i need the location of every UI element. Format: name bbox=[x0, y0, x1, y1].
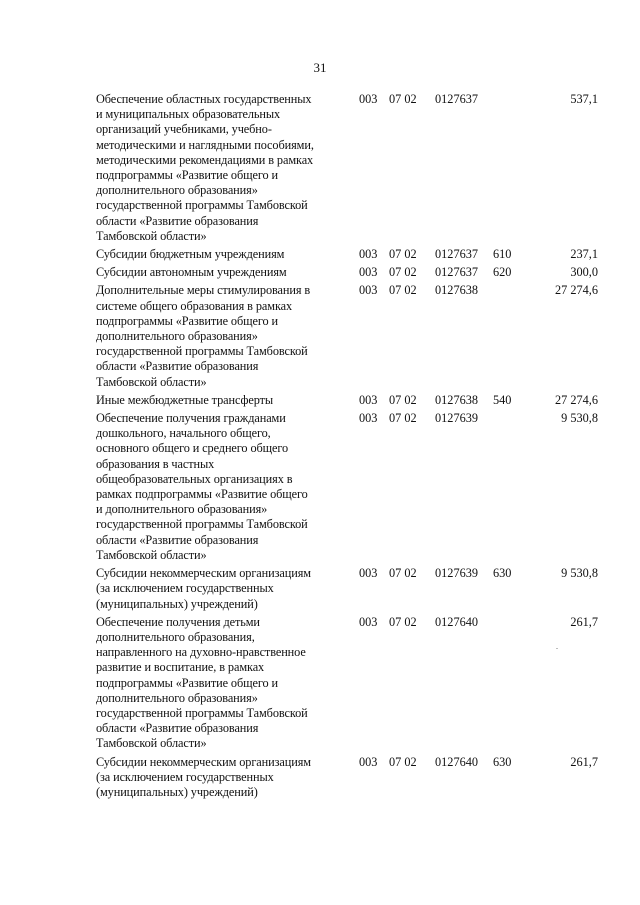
table-row bbox=[96, 92, 606, 244]
row-section-code: 07 02 bbox=[389, 566, 417, 581]
row-ministry-code: 003 bbox=[359, 614, 378, 629]
row-ministry-code: 003 bbox=[359, 92, 378, 106]
row-section-code: 07 02 bbox=[389, 614, 417, 629]
table-row bbox=[96, 247, 606, 262]
row-description: Обеспечение областных государственных и муниципальных образовательных организаций учебниками, учебно- методическими и наглядными пособиями, методическими рекомендациями в рамках подпрограммы «Развитие общего и дополнительного образования» государственной программы Тамбовской области «Развитие образования Тамбовской области» bbox=[96, 92, 314, 243]
table-row bbox=[96, 566, 606, 612]
row-section-code: 07 02 bbox=[389, 411, 417, 426]
row-description: Субсидии некоммерческим организациям (за исключением государственных (муниципальных) учреждений) bbox=[96, 754, 311, 799]
row-ministry-code: 003 bbox=[359, 247, 378, 262]
row-ministry-code: 003 bbox=[359, 283, 378, 298]
row-section-code: 07 02 bbox=[389, 92, 417, 106]
row-section-code: 07 02 bbox=[389, 392, 417, 407]
row-ministry-code: 003 bbox=[359, 265, 378, 280]
row-target-article: 0127640 bbox=[435, 754, 479, 769]
row-ministry-code: 003 bbox=[359, 392, 378, 407]
row-description: Обеспечение получения детьми дополнительного образования, направленного на духовно-нравственное развитие и воспитание, в рамках подпрограммы «Развитие общего и дополнительного образования» государственной программы Тамбовской области «Развитие образования Тамбовской области» bbox=[96, 614, 308, 751]
row-expense-type: 630 bbox=[493, 566, 512, 581]
row-section-code: 07 02 bbox=[389, 754, 417, 769]
table-row bbox=[96, 615, 606, 752]
row-target-article: 0127637 bbox=[435, 247, 479, 262]
row-section-code: 07 02 bbox=[389, 265, 417, 280]
row-ministry-code: 003 bbox=[359, 754, 378, 769]
row-section-code: 07 02 bbox=[389, 247, 417, 262]
row-expense-type: 540 bbox=[493, 392, 512, 407]
row-section-code: 07 02 bbox=[389, 283, 417, 298]
table-row bbox=[96, 265, 606, 280]
row-expense-type: 620 bbox=[493, 265, 512, 280]
row-amount: 537,1 bbox=[570, 92, 598, 106]
row-description: Дополнительные меры стимулирования в системе общего образования в рамках подпрограммы «Развитие общего и дополнительного образования» государственной программы Тамбовской области «Развитие образования Тамбовской области» bbox=[96, 283, 311, 389]
row-amount: 9 530,8 bbox=[561, 411, 598, 426]
table-row bbox=[96, 411, 606, 563]
page-number: 31 bbox=[313, 60, 327, 75]
row-amount: 261,7 bbox=[570, 754, 598, 769]
table-row bbox=[96, 755, 606, 801]
row-target-article: 0127637 bbox=[435, 92, 479, 106]
row-target-article: 0127637 bbox=[435, 265, 479, 280]
row-amount: 300,0 bbox=[570, 265, 598, 280]
row-ministry-code: 003 bbox=[359, 411, 378, 426]
row-amount: 237,1 bbox=[570, 247, 598, 262]
budget-table bbox=[96, 92, 606, 803]
row-target-article: 0127639 bbox=[435, 566, 479, 581]
row-description: Иные межбюджетные трансферты bbox=[96, 392, 274, 407]
row-expense-type: 630 bbox=[493, 754, 512, 769]
row-amount: 9 530,8 bbox=[561, 566, 598, 581]
row-amount: 27 274,6 bbox=[554, 283, 598, 298]
row-target-article: 0127640 bbox=[435, 614, 479, 629]
row-amount: 261,7 bbox=[570, 614, 598, 629]
table-row bbox=[96, 393, 606, 408]
row-ministry-code: 003 bbox=[359, 566, 378, 581]
scan-speck bbox=[556, 648, 558, 649]
row-description: Субсидии автономным учреждениям bbox=[96, 265, 287, 280]
table-row bbox=[96, 283, 606, 389]
row-target-article: 0127638 bbox=[435, 392, 479, 407]
row-expense-type: 610 bbox=[493, 247, 512, 262]
row-description: Обеспечение получения гражданами дошкольного, начального общего, основного общего и среднего общего образования в частных общеобразовательных организациях в рамках подпрограммы «Развитие общего и дополнительного образования» государственной программы Тамбовской области «Развитие образования Тамбовской области» bbox=[96, 411, 308, 562]
row-target-article: 0127639 bbox=[435, 411, 479, 426]
row-description: Субсидии некоммерческим организациям (за исключением государственных (муниципальных) учреждений) bbox=[96, 566, 311, 611]
row-description: Субсидии бюджетным учреждениям bbox=[96, 247, 285, 262]
row-amount: 27 274,6 bbox=[554, 392, 598, 407]
row-target-article: 0127638 bbox=[435, 283, 479, 298]
